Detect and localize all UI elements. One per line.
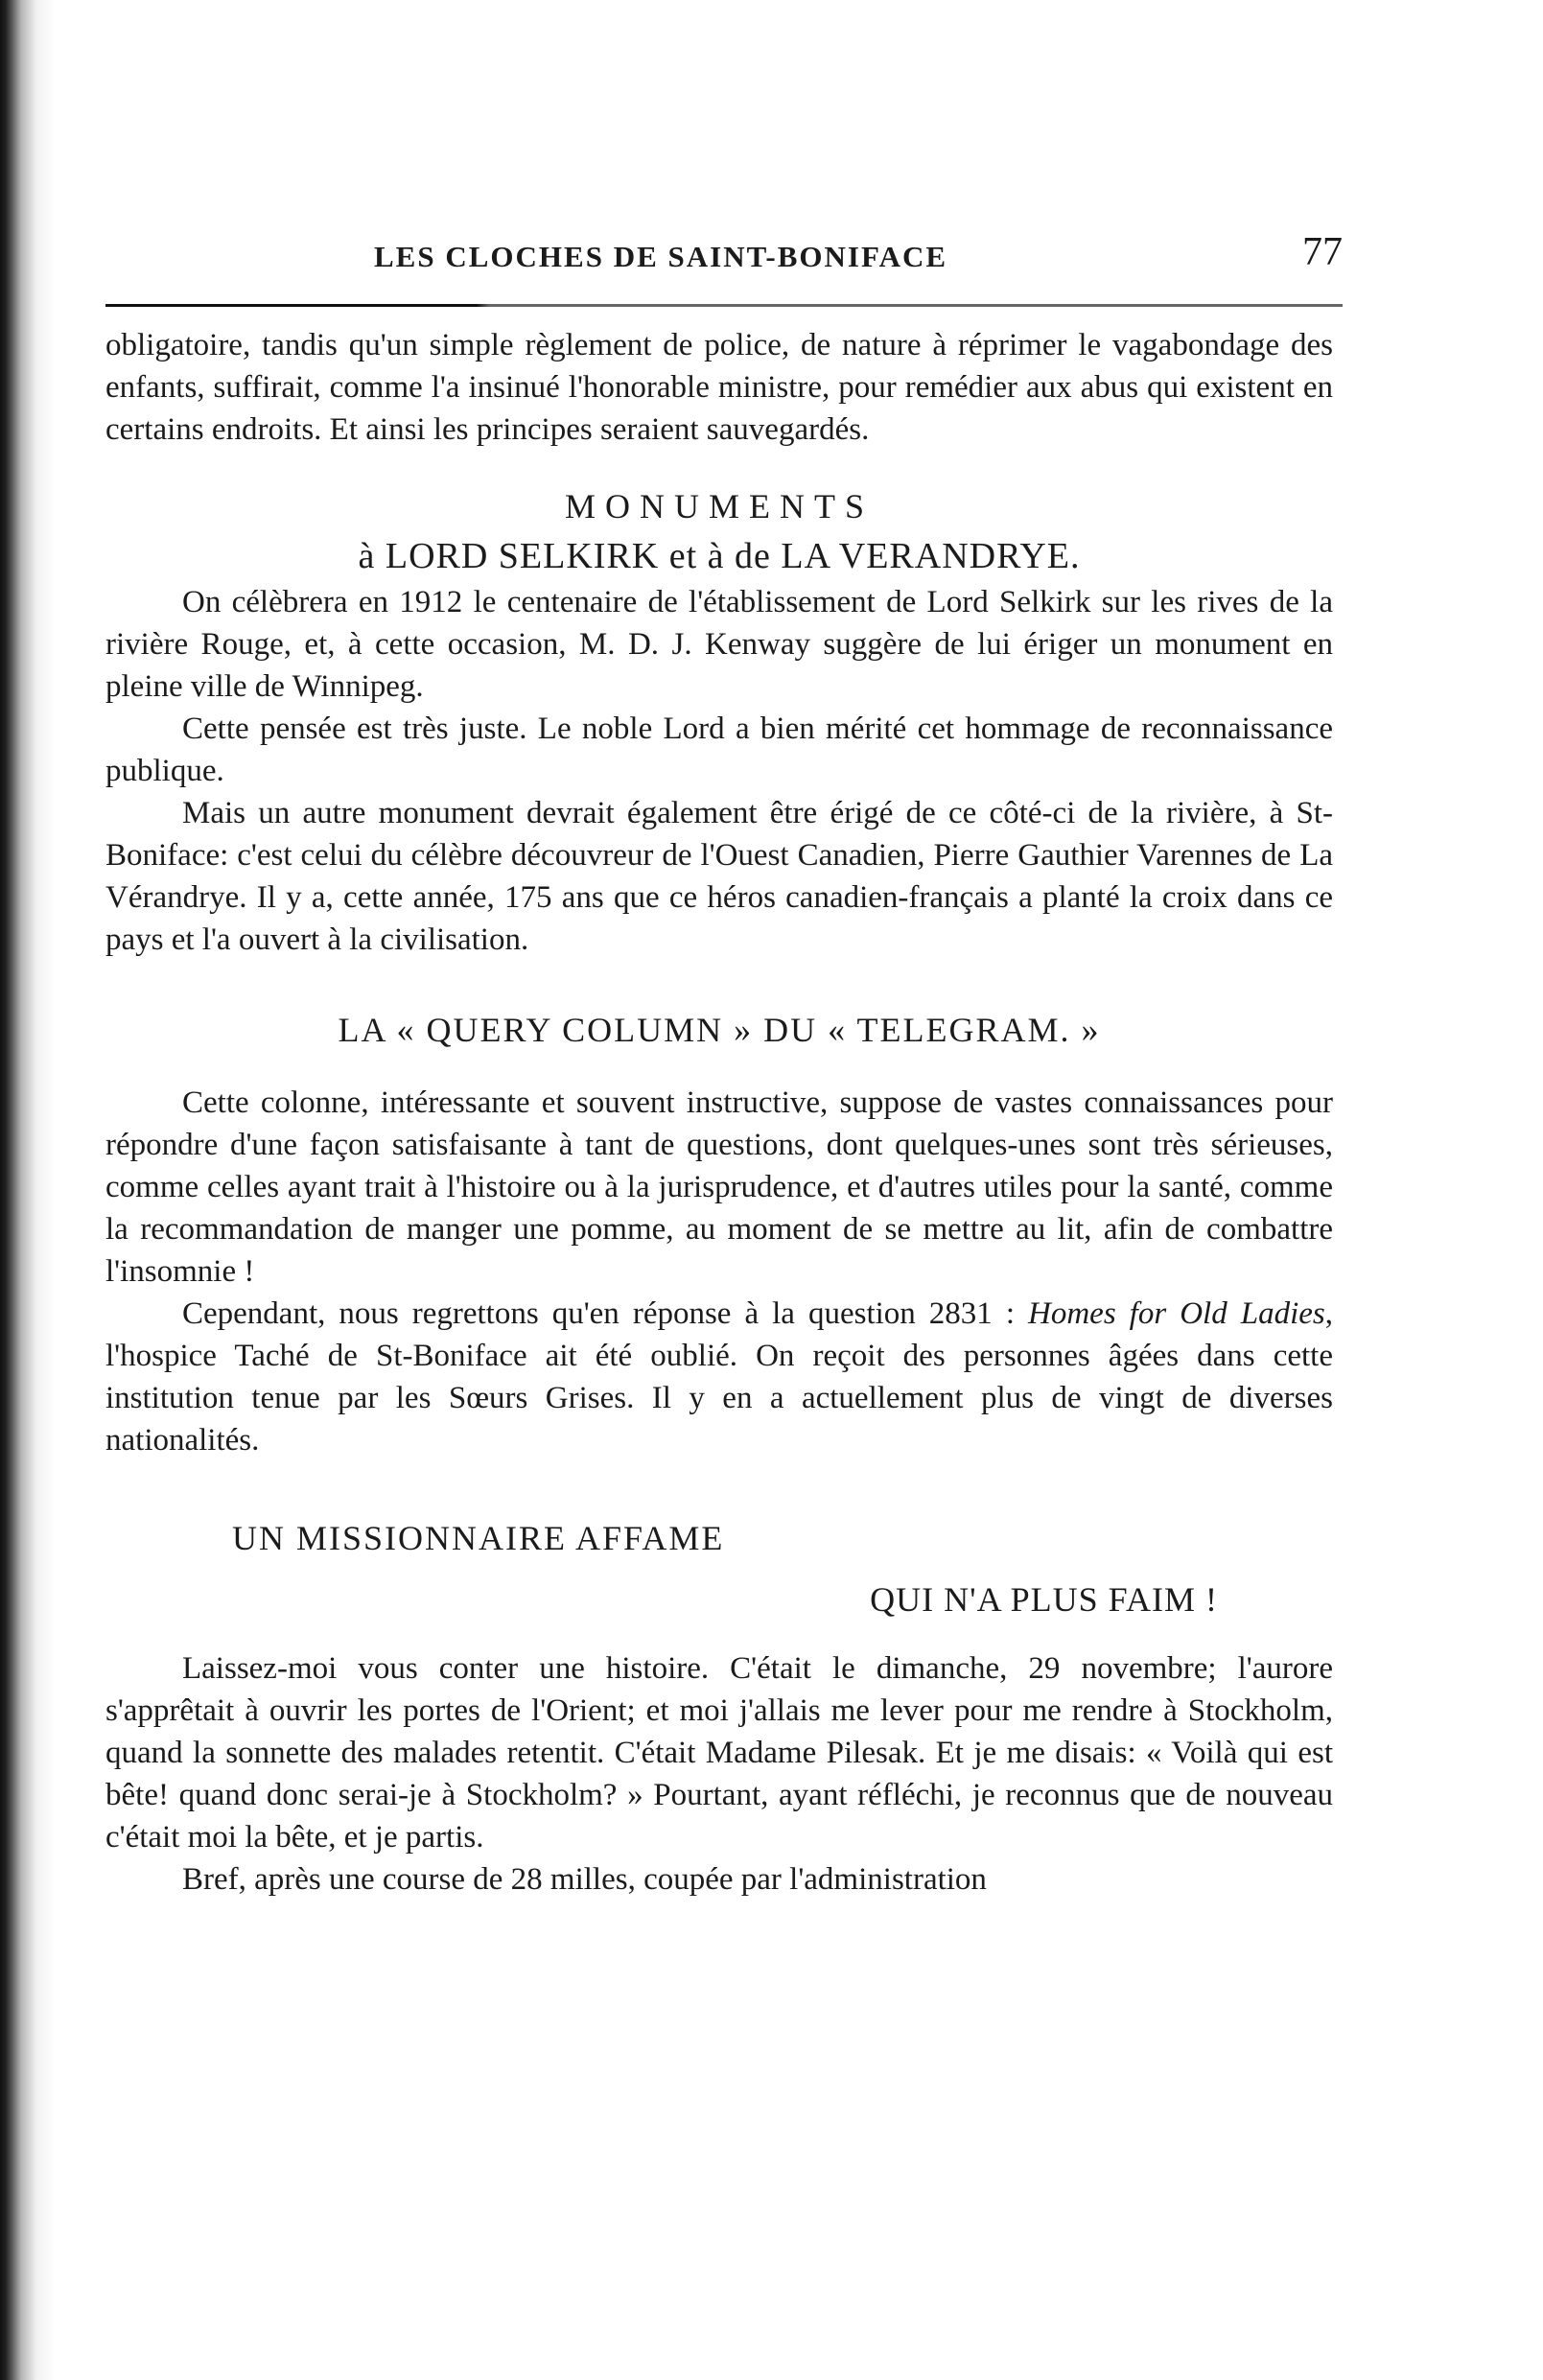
section-subtitle-monuments: à LORD SELKIRK et à de LA VERANDRYE.	[358, 536, 1081, 576]
monuments-paragraph-2: Cette pensée est très juste. Le noble Lord a bien mérité cet hommage de reconnaissance publique.	[105, 712, 1333, 788]
query-paragraph-2-start: Cependant, nous regrettons qu'en réponse à la question 2831 :	[182, 1296, 1029, 1331]
page-number: 77	[1302, 230, 1343, 274]
running-title: LES CLOCHES DE SAINT-BONIFACE	[374, 240, 948, 273]
page-body	[105, 324, 1333, 1901]
query-paragraph-2	[105, 1293, 1333, 1461]
missionnaire-paragraph-1: Laissez-moi vous conter une histoire. C'était le dimanche, 29 novembre; l'aurore s'apprêtait à ouvrir les portes de l'Orient; et moi j'allais me lever pour me rendre à Stockholm, quand la sonnette des malades retentit. C'était Madame Pilesak. Et je me disais: « Voilà qui est bête! quand donc serai-je à Stockholm? » Pourtant, ayant réfléchi, je reconnus que de nouveau c'était moi la bête, et je partis.	[105, 1651, 1333, 1855]
monuments-paragraph-3: Mais un autre monument devrait également être érigé de ce côté-ci de la rivière, à St-Boniface: c'est celui du célèbre découvreur de l'Ouest Canadien, Pierre Gauthier Varennes de La Vérandrye. Il y a, cette année, 175 ans que ce héros canadien-français a planté la croix dans ce pays et l'a ouvert à la civilisation.	[105, 796, 1333, 957]
monuments-paragraph-1: On célèbrera en 1912 le centenaire de l'établissement de Lord Selkirk sur les rives de la rivière Rouge, et, à cette occasion, M. D. J. Kenway suggère de lui ériger un monument en pleine ville de Winnipeg.	[105, 585, 1333, 704]
section-title-query-column: LA « QUERY COLUMN » DU « TELEGRAM. »	[338, 1011, 1101, 1049]
running-head	[105, 216, 1343, 283]
page-binding-edge	[0, 0, 56, 2380]
header-rule	[105, 304, 1343, 307]
opening-paragraph: obligatoire, tandis qu'un simple règlement de police, de nature à réprimer le vagabondage des enfants, suffirait, comme l'a insinué l'honorable ministre, pour remédier aux abus qui existent en certains endroits. Et ainsi les principes seraient sauvegardés.	[105, 328, 1333, 447]
section-title-missionnaire-line-2: QUI N'A PLUS FAIM !	[870, 1580, 1218, 1619]
query-title-italic: Homes for Old Ladies	[1028, 1296, 1325, 1331]
section-title-missionnaire-line-1: UN MISSIONNAIRE AFFAME	[232, 1519, 725, 1557]
missionnaire-paragraph-2: Bref, après une course de 28 milles, coupée par l'administration	[182, 1862, 987, 1897]
section-title-monuments: MONUMENTS	[564, 487, 874, 525]
query-paragraph-1: Cette colonne, intéressante et souvent instructive, suppose de vastes connaissances pour répondre d'une façon satisfaisante à tant de questions, dont quelques-unes sont très sérieuses, comme celles ayant trait à l'histoire ou à la jurisprudence, et d'autres utiles pour la santé, comme la recommandation de manger une pomme, au moment de se mettre au lit, afin de combattre l'insomnie !	[105, 1085, 1333, 1289]
query-paragraph-2-end: , l'hospice Taché de St-Boniface ait été oublié. On reçoit des personnes âgées dans cette institution tenue par les Sœurs Grises. Il y en a actuellement plus de vingt de diverses nationalités.	[105, 1296, 1333, 1458]
book-page	[105, 216, 1343, 1897]
